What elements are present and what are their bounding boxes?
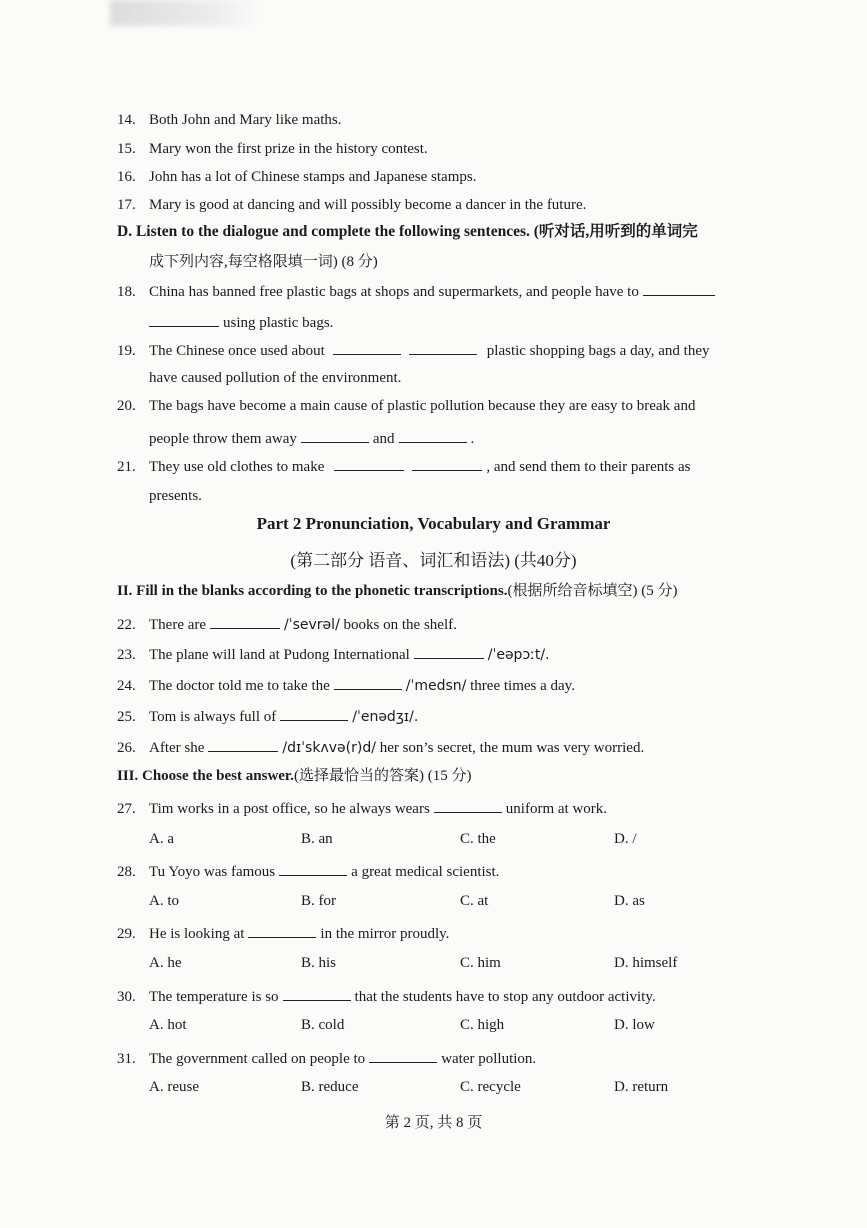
q30-option-c[interactable]: C. high — [460, 1017, 505, 1033]
question-27: 27. Tim works in a post office, so he always wears uniform at work. — [117, 797, 607, 819]
question-21: 21. They use old clothes to make , and send them to their parents as — [117, 455, 691, 477]
q29-option-c[interactable]: C. him — [460, 955, 501, 971]
question-18-cont: using plastic bags. — [149, 311, 333, 333]
q28-option-b[interactable]: B. for — [301, 893, 336, 909]
q29-option-d[interactable]: D. himself — [614, 955, 678, 971]
question-17: 17. Mary is good at dancing and will possibly become a dancer in the future. — [117, 197, 587, 213]
question-20: 20. The bags have become a main cause of plastic pollution because they are easy to break and — [117, 398, 696, 414]
question-19: 19. The Chinese once used about plastic shopping bags a day, and they — [117, 339, 710, 361]
section-iii-heading: III. Choose the best answer.(选择最恰当的答案) (15 分) — [117, 768, 472, 784]
question-21-cont: presents. — [149, 488, 202, 504]
question-18: 18. China has banned free plastic bags at shops and supermarkets, and people have to — [117, 280, 719, 302]
q29-option-b[interactable]: B. his — [301, 955, 337, 971]
section-d-heading: D. Listen to the dialogue and complete the following sentences. (听对话,用听到的单词完 — [117, 223, 698, 240]
q31-option-d[interactable]: D. return — [614, 1079, 669, 1095]
question-31: 31. The government called on people to water pollution. — [117, 1047, 536, 1069]
q31-option-a[interactable]: A. reuse — [149, 1079, 199, 1095]
q27-option-c[interactable]: C. the — [460, 831, 496, 847]
question-15: 15. Mary won the first prize in the history contest. — [117, 141, 428, 157]
q27-option-d[interactable]: D. / — [614, 831, 637, 847]
q30-option-a[interactable]: A. hot — [149, 1017, 187, 1033]
question-23: 23. The plane will land at Pudong International /ˈeəpɔːt/. — [117, 643, 550, 665]
question-22: 22. There are /ˈsevrəl/ books on the shelf. — [117, 613, 457, 635]
question-26: 26. After she /dɪˈskʌvə(r)d/ her son’s secret, the mum was very worried. — [117, 736, 644, 758]
question-29: 29. He is looking at in the mirror proudly. — [117, 922, 449, 944]
question-30: 30. The temperature is so that the students have to stop any outdoor activity. — [117, 985, 656, 1007]
section-ii-heading: II. Fill in the blanks according to the phonetic transcriptions.(根据所给音标填空) (5 分) — [117, 583, 678, 599]
question-24: 24. The doctor told me to take the /ˈmedsn/ three times a day. — [117, 674, 575, 696]
question-14: 14. Both John and Mary like maths. — [117, 112, 342, 128]
question-20-cont: people throw them away and . — [149, 427, 474, 449]
q29-option-a[interactable]: A. he — [149, 955, 182, 971]
question-28: 28. Tu Yoyo was famous a great medical scientist. — [117, 860, 499, 882]
q31-option-c[interactable]: C. recycle — [460, 1079, 521, 1095]
question-19-cont: have caused pollution of the environment. — [149, 370, 402, 386]
part-2-title: Part 2 Pronunciation, Vocabulary and Grammar — [256, 514, 611, 533]
q30-option-d[interactable]: D. low — [614, 1017, 655, 1033]
q27-option-b[interactable]: B. an — [301, 831, 333, 847]
q28-option-d[interactable]: D. as — [614, 893, 645, 909]
q27-option-a[interactable]: A. a — [149, 831, 174, 847]
section-d-heading-cont: 成下列内容,每空格限填一词) (8 分) — [149, 254, 378, 270]
q28-option-c[interactable]: C. at — [460, 893, 489, 909]
q30-option-b[interactable]: B. cold — [301, 1017, 345, 1033]
question-25: 25. Tom is always full of /ˈenədʒɪ/. — [117, 705, 418, 727]
q31-option-b[interactable]: B. reduce — [301, 1079, 359, 1095]
header-smudge — [110, 0, 260, 26]
question-16: 16. John has a lot of Chinese stamps and Japanese stamps. — [117, 169, 477, 185]
q28-option-a[interactable]: A. to — [149, 893, 179, 909]
part-2-subtitle: (第二部分 语音、词汇和语法) (共40分) — [290, 551, 577, 570]
page-footer: 第 2 页, 共 8 页 — [384, 1115, 483, 1131]
